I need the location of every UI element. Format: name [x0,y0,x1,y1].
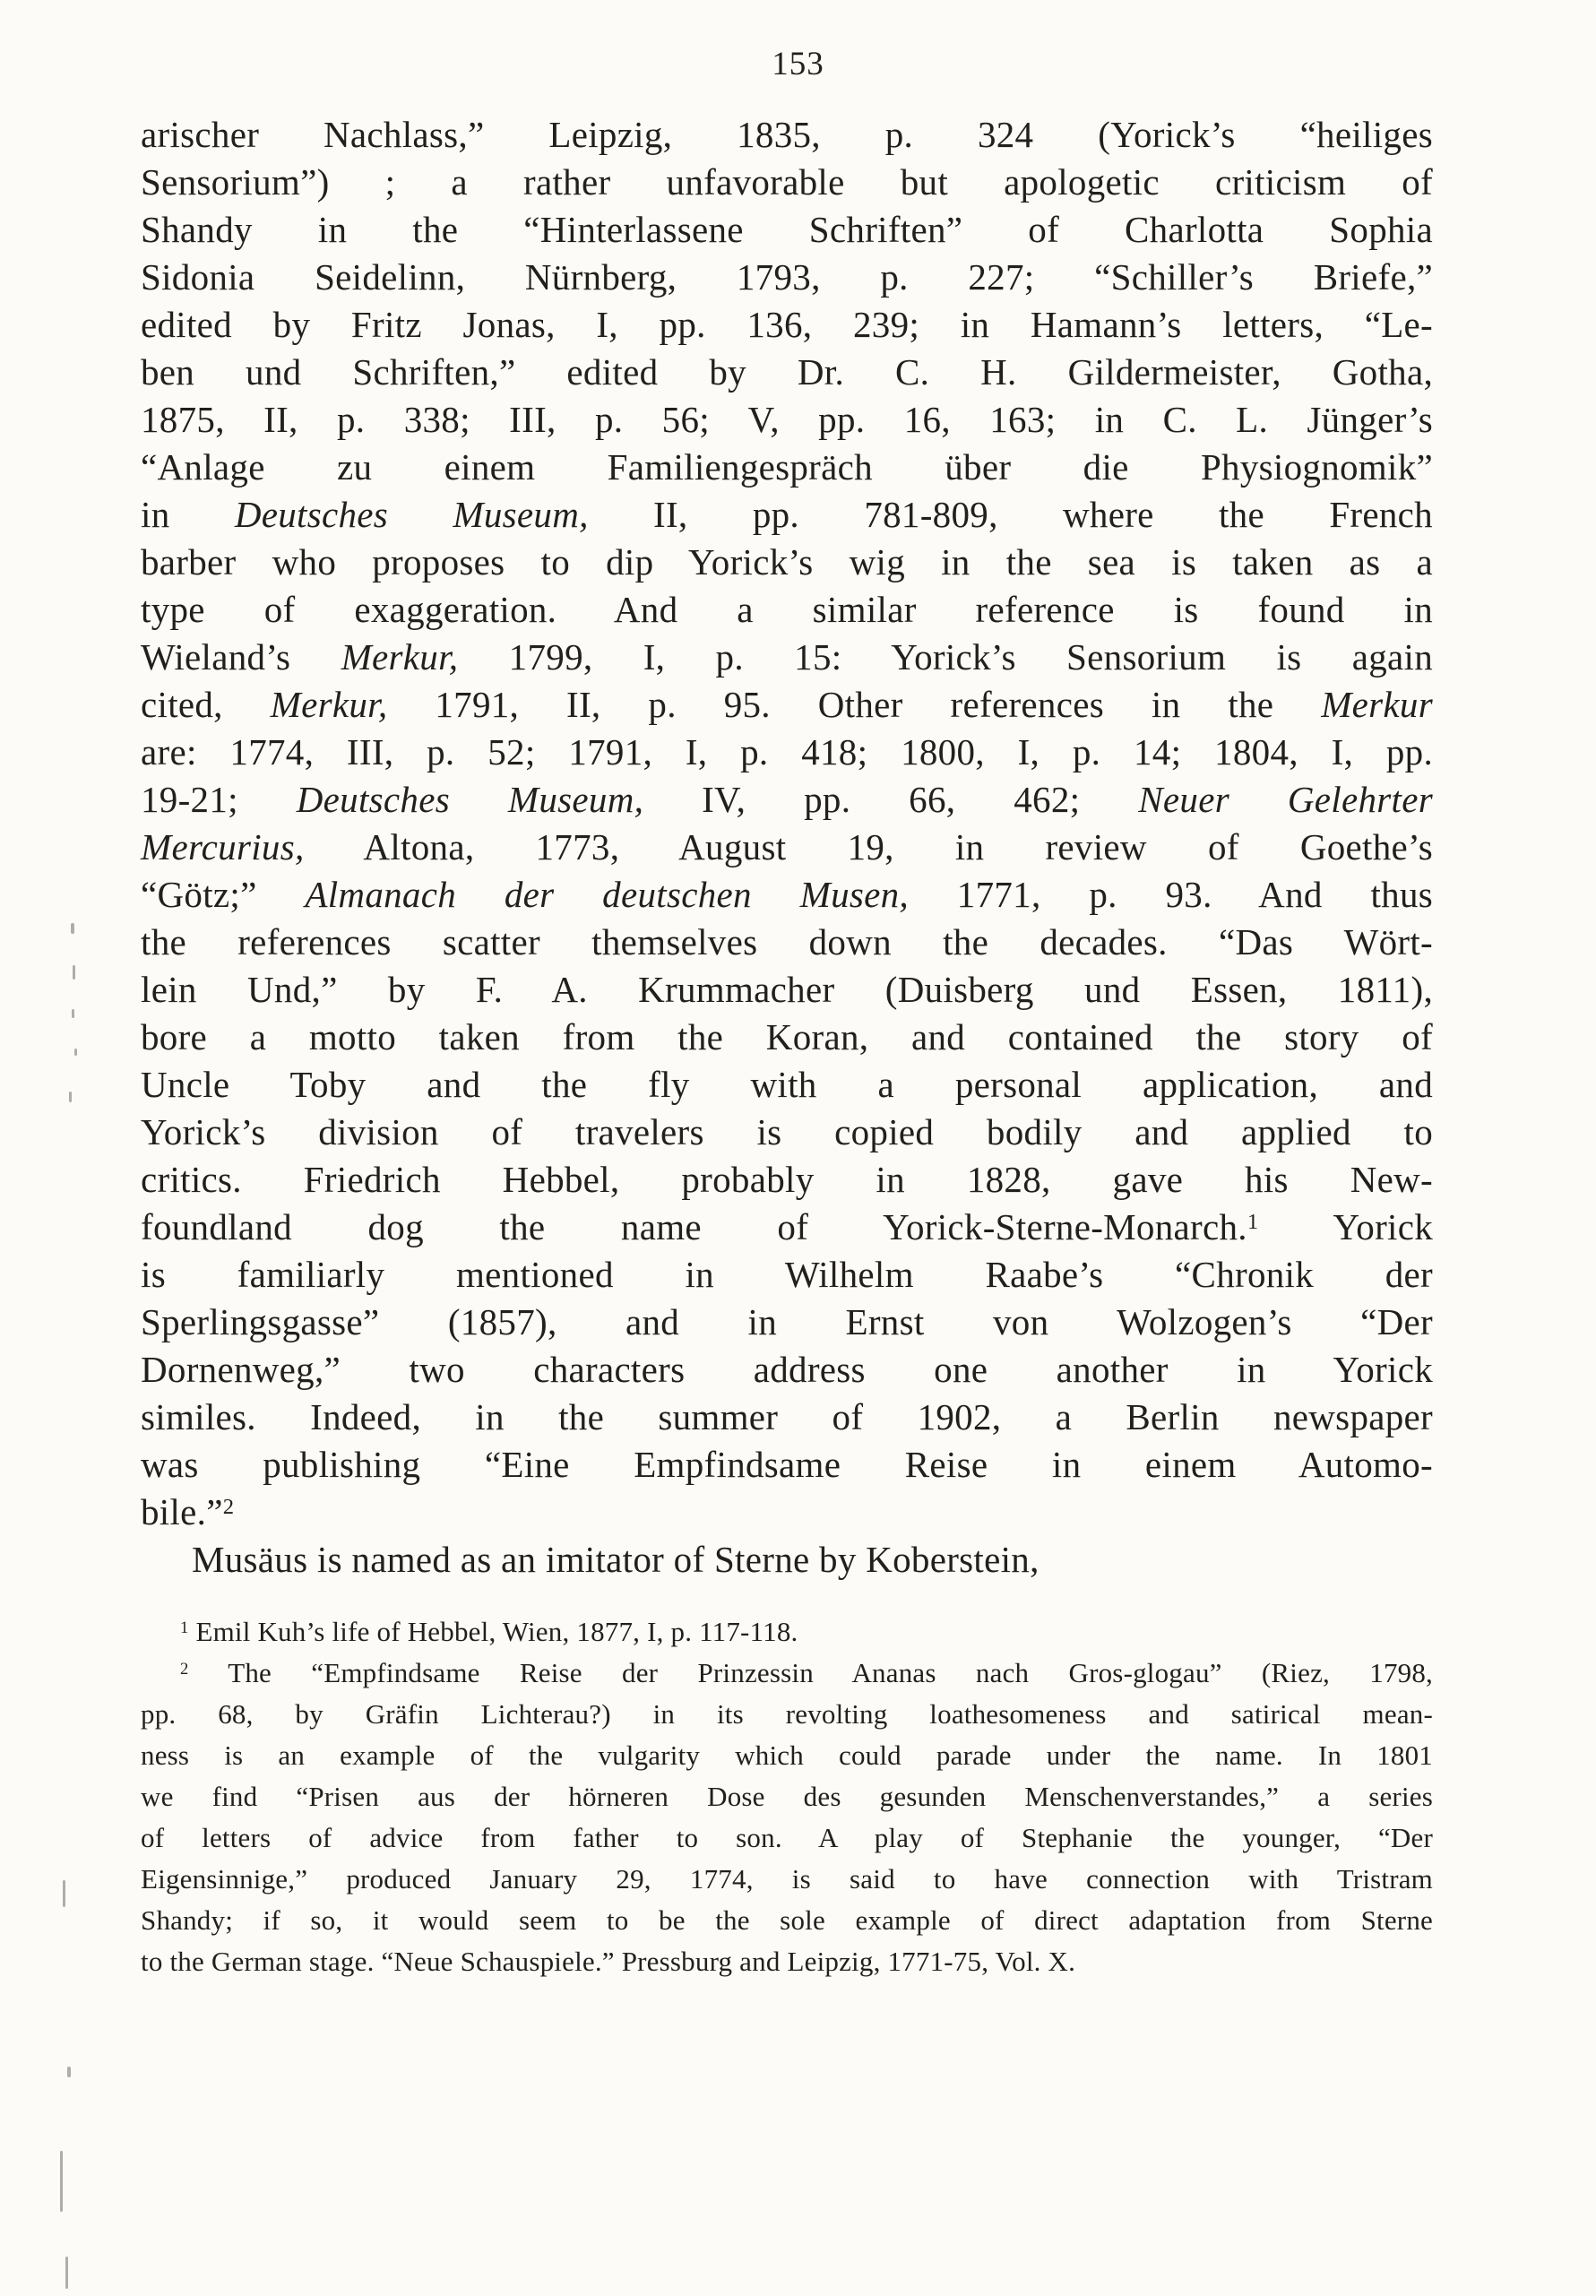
text-run: of letters of advice from father to son. A play of Stephanie the younger, “Der [141,1822,1433,1853]
footnote-marker: 1 [180,1618,189,1637]
page-number: 153 [772,46,824,82]
text-line [141,1014,1433,1061]
text-line [141,1653,1433,1694]
text-run: arischer Nachlass,” Leipzig, 1835, p. 324 (Yorick’s “heiliges [141,114,1433,155]
text-line [141,159,1433,206]
text-run: The “Empfindsame Reise der Prinzessin Ananas nach Gros-glogau” (Riez, 1798, [188,1657,1433,1688]
text-run: 19-21; [141,779,297,820]
text-line [141,634,1433,681]
text-run: Sidonia Seidelinn, Nürnberg, 1793, p. 227; “Schiller’s Briefe,” [141,256,1433,298]
text-run: bile.” [141,1491,223,1532]
text-line [141,206,1433,254]
italic-text: Merkur, [341,636,459,678]
text-line [141,1735,1433,1776]
text-run: ness is an example of the vulgarity which could parade under the name. In 1801 [141,1739,1433,1771]
text-run: edited by Fritz Jonas, I, pp. 136, 239; in Hamann’s letters, “Le- [141,304,1433,345]
footnote [141,1611,1433,1653]
italic-text: Merkur, [270,684,388,725]
footnote-marker: 2 [222,1494,235,1519]
text-run: bore a motto taken from the Koran, and contained the story of [141,1016,1433,1057]
italic-text: Deutsches Museum, [296,779,644,820]
text-line [141,1109,1433,1156]
text-line [141,1776,1433,1817]
text-line [141,1536,1433,1584]
text-run: 1799, I, p. 15: Yorick’s Sensorium is again [458,636,1433,678]
text-run: “Anlage zu einem Familiengespräch über die Physiognomik” [141,446,1433,488]
text-line [141,1900,1433,1941]
text-run: Uncle Toby and the fly with a personal application, and [141,1064,1433,1105]
text-line [141,444,1433,491]
text-line [141,349,1433,396]
text-run: II, pp. 781-809, where the French [588,494,1433,535]
text-run: “Götz;” [141,874,306,915]
text-line [141,1346,1433,1394]
text-run: Yorick [1258,1206,1434,1247]
text-line [141,871,1433,919]
text-run: we find “Prisen aus der hörneren Dose des gesunden Menschenverstandes,” a series [141,1781,1433,1812]
text-line [141,586,1433,634]
text-line [141,396,1433,444]
text-run: Yorick’s division of travelers is copied bodily and applied to [141,1111,1433,1152]
footnote [141,1653,1433,1982]
text-line [141,1251,1433,1299]
italic-text: Deutsches Museum, [234,494,589,535]
text-line [141,539,1433,586]
text-run: Musäus is named as an imitator of Sterne by Koberstein, [192,1539,1040,1580]
text-run: are: 1774, III, p. 52; 1791, I, p. 418; 1800, I, p. 14; 1804, I, pp. [141,731,1433,773]
text-run: cited, [141,684,271,725]
text-run: Eigensinnige,” produced January 29, 1774, is said to have connection with Tristram [141,1863,1433,1895]
text-run: IV, pp. 66, 462; [643,779,1139,820]
scan-artifact [67,2067,71,2077]
footnotes-section [141,1611,1433,1982]
text-run: Shandy in the “Hinterlassene Schriften” of Charlotta Sophia [141,209,1433,250]
text-run: type of exaggeration. And a similar reference is found in [141,589,1433,630]
text-line [141,1611,1433,1653]
text-run: ben und Schriften,” edited by Dr. C. H. Gildermeister, Gotha, [141,351,1433,393]
text-run: similes. Indeed, in the summer of 1902, a Berlin newspaper [141,1396,1433,1437]
scan-artifact [74,1049,77,1056]
text-run: lein Und,” by F. A. Krummacher (Duisberg und Essen, 1811), [141,969,1433,1010]
body-paragraph [141,1536,1433,1584]
text-run: Dornenweg,” two characters address one another in Yorick [141,1349,1433,1390]
text-line [141,776,1433,824]
text-line [141,1061,1433,1109]
text-line [141,824,1433,871]
text-line [141,1156,1433,1204]
text-run: barber who proposes to dip Yorick’s wig in the sea is taken as a [141,541,1433,583]
italic-text: Mercurius, [141,826,305,867]
text-line [141,491,1433,539]
text-line [141,1694,1433,1735]
text-line [141,301,1433,349]
text-line [141,1489,1433,1536]
text-line [141,1204,1433,1251]
text-run: Altona, 1773, August 19, in review of Goethe’s [304,826,1433,867]
text-run: Sperlingsgasse” (1857), and in Ernst von Wolzogen’s “Der [141,1301,1433,1342]
text-run: to the German stage. “Neue Schauspiele.” Pressburg and Leipzig, 1771-75, Vol. X. [141,1946,1076,1977]
text-run: in [141,494,235,535]
body-text [141,111,1433,1584]
body-paragraph [141,111,1433,1536]
text-run: Shandy; if so, it would seem to be the sole example of direct adaptation from Sterne [141,1904,1433,1936]
text-line [141,1441,1433,1489]
footnote-marker: 1 [1247,1209,1259,1234]
scan-artifact [72,1009,74,1018]
scan-artifact [63,1880,65,1907]
text-line [141,966,1433,1014]
text-line [141,1394,1433,1441]
italic-text: Neuer Gelehrter [1138,779,1433,820]
scan-artifact [65,2257,68,2289]
text-run: is familiarly mentioned in Wilhelm Raabe’s “Chronik der [141,1254,1433,1295]
text-line [141,1859,1433,1900]
text-run: foundland dog the name of Yorick-Sterne-Monarch. [141,1206,1247,1247]
text-run: 1771, p. 93. And thus [908,874,1434,915]
text-run: critics. Friedrich Hebbel, probably in 1828, gave his New- [141,1159,1433,1200]
text-line [141,681,1433,729]
scan-artifact [69,1092,72,1102]
text-run: 1791, II, p. 95. Other references in the [387,684,1322,725]
text-run: Emil Kuh’s life of Hebbel, Wien, 1877, I, p. 117-118. [188,1616,798,1647]
footnote-marker: 2 [180,1659,189,1679]
text-run: 1875, II, p. 338; III, p. 56; V, pp. 16, 163; in C. L. Jünger’s [141,399,1433,440]
text-run: Sensorium”) ; a rather unfavorable but apologetic criticism of [141,161,1433,203]
text-run: Wieland’s [141,636,341,678]
text-line [141,1941,1433,1982]
text-line [141,1299,1433,1346]
text-line [141,254,1433,301]
scan-artifact [60,2151,63,2212]
scan-artifact [71,923,74,934]
italic-text: Merkur [1321,684,1433,725]
text-run: the references scatter themselves down the decades. “Das Wört- [141,921,1433,962]
scan-artifact [73,965,75,980]
text-line [141,1817,1433,1859]
text-run: was publishing “Eine Empfindsame Reise in einem Automo- [141,1444,1433,1485]
text-line [141,729,1433,776]
italic-text: Almanach der deutschen Musen, [305,874,909,915]
text-line [141,111,1433,159]
text-run: pp. 68, by Gräfin Lichterau?) in its revolting loathesomeness and satirical mean- [141,1698,1433,1730]
text-line [141,919,1433,966]
